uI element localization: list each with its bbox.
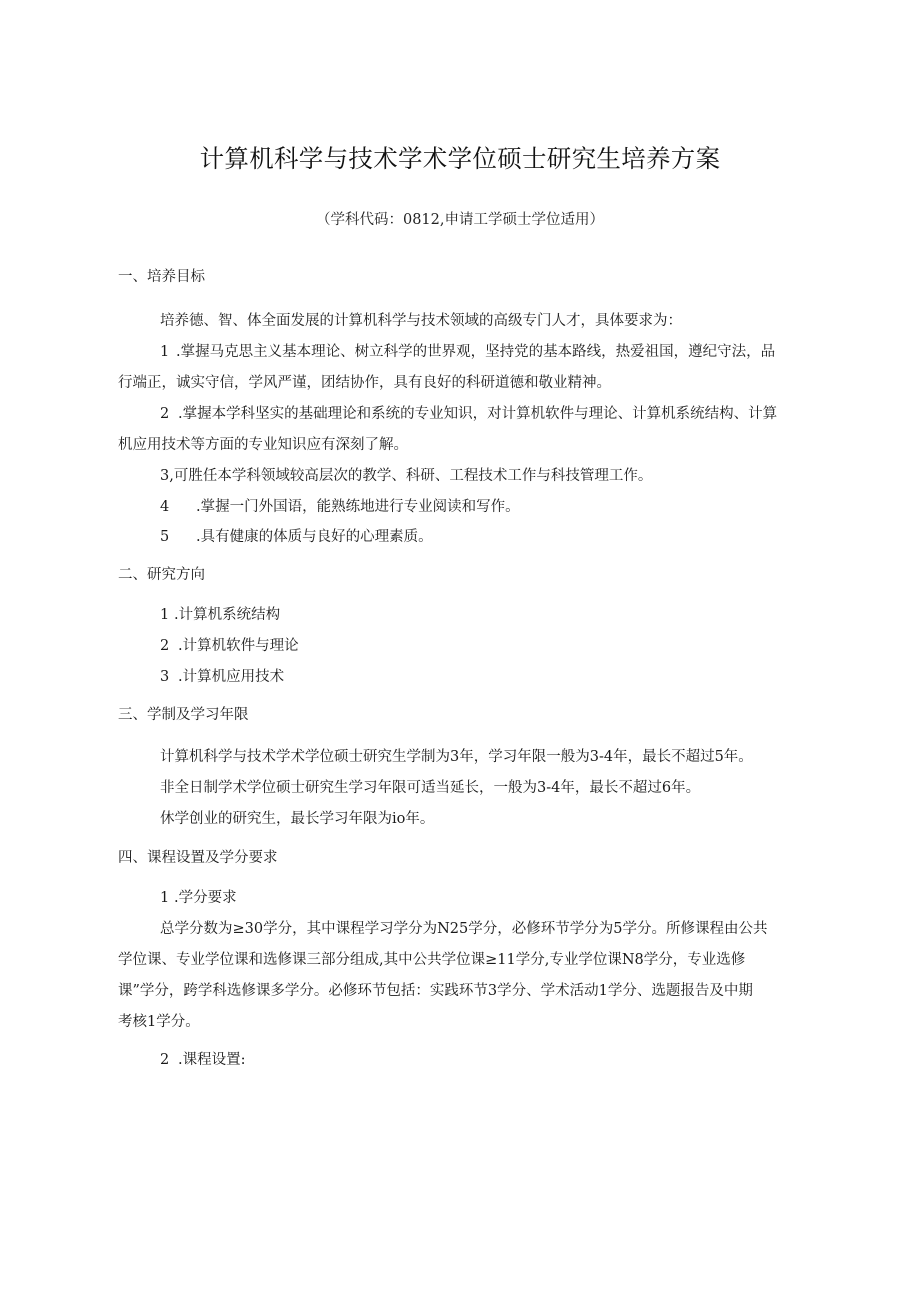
section-heading-research: 二、研究方向 [118,567,205,583]
item-text: .学分要求 [174,890,237,906]
item-text: .计算机应用技术 [178,669,285,685]
item-number: 3 [160,669,170,685]
goal-item-3 [160,464,652,485]
goals-intro: 培养德、智、体全面发展的计算机科学与技术领域的高级专门人才，具体要求为： [160,313,682,329]
goal-item-2-cont: 机应用技术等方面的专业知识应有深刻了解。 [118,437,408,453]
credit-line-3: 课”学分，跨学科选修课多学分。必修环节包括：实践环节3学分、学术活动1学分、选题报告及中期 [118,983,753,999]
section-heading-duration: 三、学制及学习年限 [118,707,249,723]
duration-paragraph-3: 休学创业的研究生，最长学习年限为io年。 [160,811,435,827]
item-text: .掌握马克思主义基本理论、树立科学的世界观，坚持党的基本路线，热爱祖国，遵纪守法，品 [176,344,776,360]
item-text: 可胜任本学科领域较高层次的教学、科研、工程技术工作与科技管理工作。 [173,468,653,484]
research-item-3 [160,665,284,686]
item-text: .具有健康的体质与良好的心理素质。 [196,529,433,545]
duration-paragraph-1: 计算机科学与技术学术学位硕士研究生学制为3年，学习年限一般为3-4年，最长不超过5年。 [160,749,753,765]
research-item-2 [160,634,299,655]
course-setup-subheading [160,1048,246,1069]
document-title: 计算机科学与技术学术学位硕士研究生培养方案 [199,144,721,173]
item-number: 2 [160,406,170,422]
item-number: 1 [160,890,170,906]
goal-item-5 [160,525,433,546]
item-text: .掌握一门外国语，能熟练地进行专业阅读和写作。 [196,499,520,515]
goal-item-4 [160,495,520,516]
item-text: .课程设置: [178,1052,246,1068]
item-text: .掌握本学科坚实的基础理论和系统的专业知识，对计算机软件与理论、计算机系统结构、计算 [178,406,778,422]
research-item-1 [160,603,280,624]
goal-item-2 [160,402,777,423]
document-subtitle: （学科代码：0812,申请工学硕士学位适用） [315,212,604,228]
credit-line-1: 总学分数为≥30学分，其中课程学习学分为N25学分，必修环节学分为5学分。所修课程由公共 [160,921,768,937]
item-number: 5 [160,529,170,545]
section-heading-courses: 四、课程设置及学分要求 [118,850,278,866]
credit-line-4: 考核1学分。 [118,1014,200,1030]
section-heading-goals: 一、培养目标 [118,269,205,285]
item-number: 1 [160,344,170,360]
item-number: 1 [160,607,170,623]
item-number: 4 [160,499,170,515]
item-number: 2 [160,638,170,654]
item-text: .计算机软件与理论 [178,638,299,654]
credit-line-2: 学位课、专业学位课和选修课三部分组成,其中公共学位课≥11学分,专业学位课N8学分，专业选修 [118,952,746,968]
duration-paragraph-2: 非全日制学术学位硕士研究生学习年限可适当延长，一般为3-4年，最长不超过6年。 [160,780,701,796]
item-number: 2 [160,1052,170,1068]
item-text: .计算机系统结构 [174,607,281,623]
item-number: 3, [160,468,174,484]
credit-requirement-subheading [160,886,237,907]
goal-item-1 [160,340,775,361]
goal-item-1-cont: 行端正，诚实守信，学风严谨，团结协作，具有良好的科研道德和敬业精神。 [118,375,611,391]
